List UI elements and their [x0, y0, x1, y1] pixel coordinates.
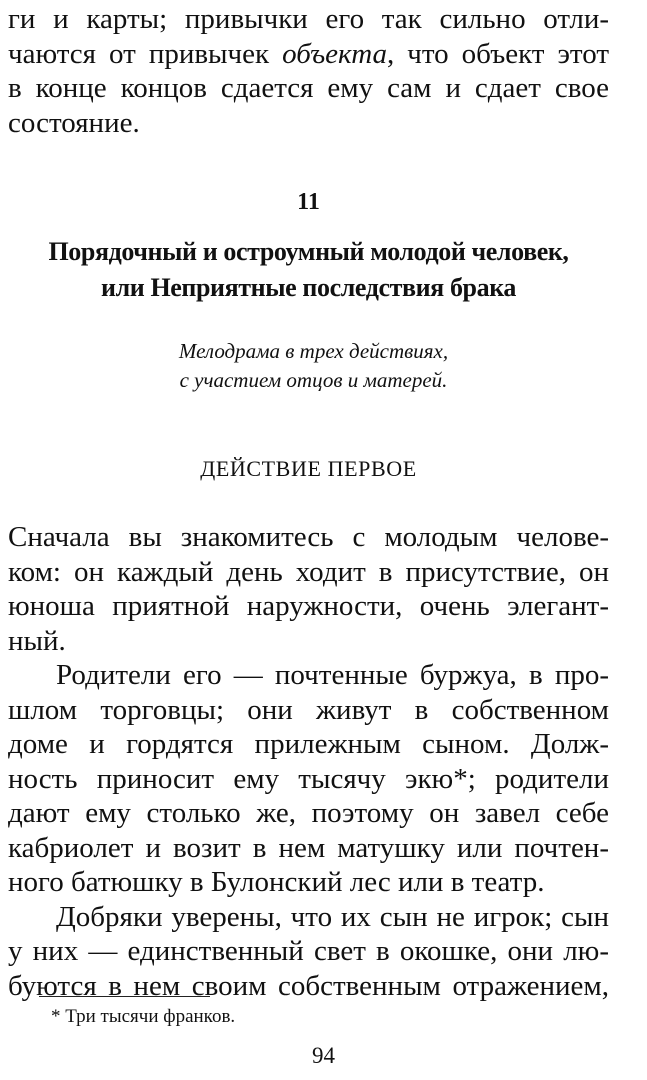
text-line: ного батюшку в Булонский лес или в театр.	[8, 866, 545, 898]
text-fragment: чаются от привычек	[8, 37, 283, 70]
text-line: ком: он каждый день ходит в присутствие, он	[8, 555, 609, 588]
footnote: * Три тысячи франков.	[51, 1006, 236, 1027]
text-line: Сначала вы знакомитесь с молодым челове-	[8, 521, 609, 553]
text-line: Родители его — почтенные буржуа, в про-	[56, 659, 609, 691]
text-line: Добряки уверены, что их сын не игрок; сын	[56, 900, 609, 933]
text-line: ность приносит ему тысячу экю*; родители	[8, 762, 609, 795]
text-line: ги и карты; привычки его так сильно отли-	[8, 3, 609, 35]
text-line: в конце концов сдается ему сам и сдает свое	[8, 72, 609, 104]
text-fragment: , что объект этот	[387, 37, 610, 70]
subtitle-line: с участием отцов и матерей.	[179, 368, 448, 392]
text-line: доме и гордятся прилежным сыном. Долж-	[8, 728, 609, 760]
chapter-title	[0, 234, 617, 306]
chapter-title-line: Порядочный и остроумный молодой человек,	[48, 237, 569, 266]
act-heading: ДЕЙСТВИЕ ПЕРВОЕ	[200, 456, 417, 481]
text-line: шлом торговцы; они живут в собственном	[8, 693, 609, 726]
text-line: дают ему столько же, поэтому он завел себе	[8, 797, 609, 829]
subtitle-line: Мелодрама в трех действиях,	[178, 339, 449, 363]
chapter-number: 11	[297, 189, 320, 215]
footnote-divider	[39, 996, 210, 997]
text-line: у них — единственный свет в окошке, они лю-	[8, 935, 609, 967]
text-line: состояние.	[8, 106, 140, 139]
main-text	[8, 520, 609, 1003]
page-number: 94	[312, 1043, 335, 1068]
text-line: кабриолет и возит в нем матушку или почтен-	[8, 831, 609, 864]
text-line: юноша приятной наружности, очень элегант-	[8, 590, 609, 622]
text-line: ный.	[8, 624, 66, 657]
continued-paragraph	[8, 2, 609, 140]
text-line-with-italic	[8, 37, 609, 72]
chapter-title-line: или Неприятные последствия брака	[101, 273, 516, 302]
text-line: буются в нем своим собственным отражением,	[8, 969, 609, 1002]
italic-word: объекта	[282, 37, 387, 70]
chapter-subtitle	[0, 337, 627, 395]
